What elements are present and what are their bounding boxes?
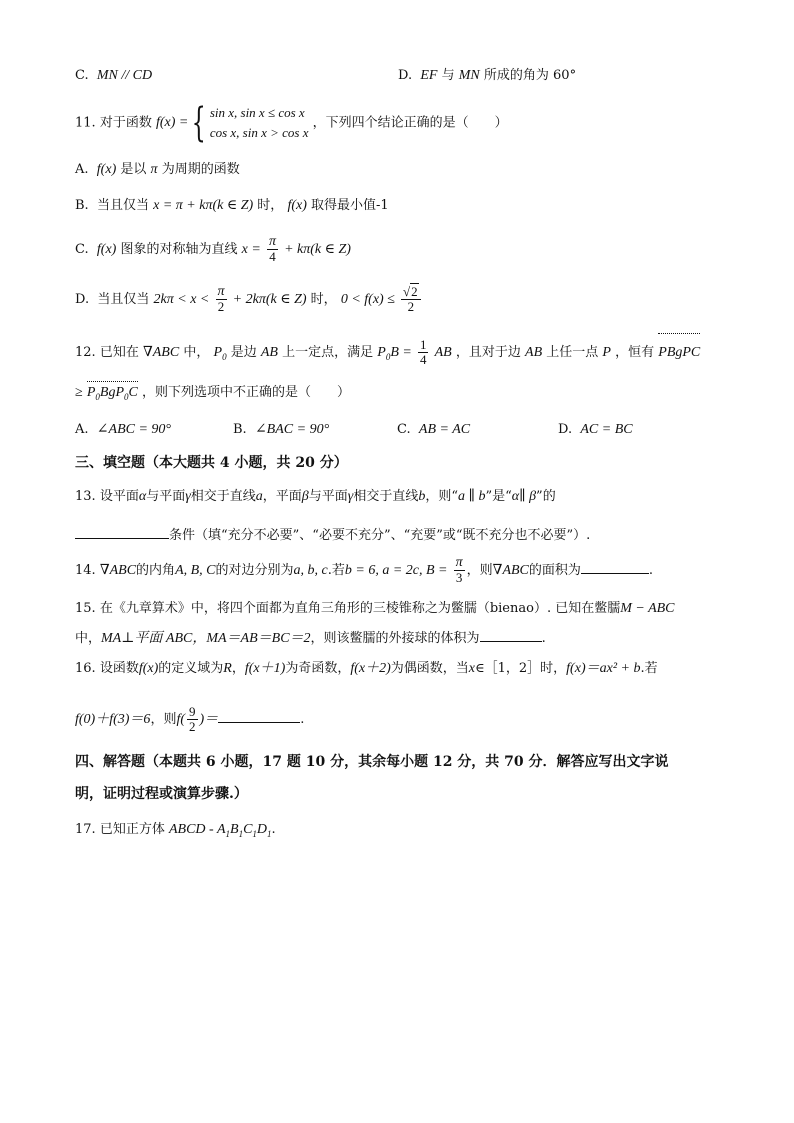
math-ab: AB: [260, 345, 278, 360]
text: 是边: [230, 345, 257, 360]
vec-mid: BgP: [99, 385, 124, 400]
text: 与平面: [308, 489, 348, 504]
q10-option-d: [398, 66, 576, 86]
cube-name: ABCD - A: [168, 822, 226, 837]
math-x: x: [468, 661, 475, 676]
case-1: sin x, sin x ≤ cos x: [209, 105, 305, 120]
question-15-line-2: [75, 627, 546, 649]
math-pi: π: [150, 162, 158, 177]
question-number: 12.: [75, 345, 96, 360]
text: ∈［1，2］时，: [475, 661, 567, 676]
section-4-heading-line-1: 四、解答题（本题共 6 小题，17 题 10 分，其余每小题 12 分，共 70 分．解答应写出文字说: [75, 754, 669, 770]
question-16-line-2: [75, 702, 304, 738]
text: 的面积为: [528, 563, 581, 578]
math-tail: + 2kπ(k ∈ Z): [232, 292, 307, 307]
denominator: 4: [269, 249, 276, 264]
eq-mid: B =: [390, 345, 412, 360]
option-letter: D.: [398, 68, 413, 83]
fraction-pi-over-4: [267, 235, 278, 264]
text: ，则“: [425, 489, 458, 504]
math-ineq-2: 0 < f(x) ≤: [340, 292, 395, 307]
text: 已知正方体: [99, 822, 165, 837]
math-ineq: 2kπ < x <: [153, 292, 210, 307]
math-ef: EF: [420, 68, 438, 83]
text: 图象的对称轴为直线: [120, 242, 238, 257]
option-a-text: ∠ABC = 90°: [96, 422, 172, 437]
text: ，则: [150, 712, 177, 727]
text: 为奇函数，: [285, 661, 351, 676]
option-letter: B.: [75, 198, 89, 213]
fraction-9-over-2: [187, 705, 198, 734]
question-13: [75, 487, 556, 507]
question-15: [75, 599, 675, 619]
q12-options: [75, 420, 171, 440]
math-b: b: [418, 489, 426, 504]
math-triangle: ∇ABC: [492, 563, 529, 578]
text: 相交于直线: [190, 489, 256, 504]
numerator: π: [455, 555, 463, 570]
text: 中，: [75, 631, 102, 646]
p-letter: P: [86, 385, 96, 400]
math-triangle: ∇ABC: [142, 345, 180, 360]
text-and: 与: [441, 68, 455, 83]
left-brace-icon: {: [192, 100, 207, 146]
period: .: [541, 631, 546, 646]
option-letter: D.: [75, 292, 90, 307]
question-number: 11.: [75, 115, 96, 131]
vector-product-2: $P_0BgP_0C$: [87, 383, 138, 407]
period: .: [271, 822, 276, 837]
math-condition: b = 6, a = 2c, B =: [344, 563, 448, 578]
option-letter: D.: [558, 422, 573, 437]
text: 时，: [257, 198, 284, 213]
question-12-line-2: [75, 383, 350, 407]
math-fx1: f(x＋1): [244, 661, 286, 676]
option-letter: C.: [75, 242, 89, 257]
text: ，且对于边: [455, 345, 521, 360]
option-letter: C.: [397, 422, 411, 437]
piecewise-function: [155, 100, 309, 146]
option-b-text: ∠BAC = 90°: [254, 422, 330, 437]
math-tetrahedron: M − ABC: [620, 601, 675, 616]
text: 在《九章算术》中，将四个面都为直角三角形的三棱锥称之为鳖臑（bienao）. 已知在鳖臑: [99, 601, 621, 616]
text: 是以: [120, 162, 147, 177]
text: ，则下列选项中不正确的是（ ）: [141, 385, 350, 400]
fraction-pi-over-2: [216, 285, 227, 314]
question-number: 13.: [75, 489, 96, 504]
text: .若: [640, 661, 658, 676]
math-fx: f(x): [96, 242, 117, 257]
text: ，: [231, 661, 245, 676]
math-eq: x = π + kπ(k ∈ Z): [153, 198, 254, 213]
text: 设函数: [99, 661, 139, 676]
math-p0b: $P_0B$ =: [377, 345, 412, 362]
q10-option-c: [75, 66, 152, 86]
numerator: 9: [189, 704, 196, 719]
answer-blank[interactable]: [218, 708, 300, 723]
math-gamma: γ: [185, 489, 191, 504]
math-fx3: f(x)＝ax² + b: [566, 661, 641, 676]
text: 已知在: [99, 345, 139, 360]
text: ，则该鳖臑的外接球的体积为: [310, 631, 480, 646]
math-alpha: α: [138, 489, 147, 504]
question-17: [75, 820, 276, 844]
numerator: √2: [401, 285, 421, 300]
cases: [210, 103, 309, 143]
question-13-line-2: [75, 524, 590, 546]
denominator: 2: [407, 299, 415, 314]
math-condition: f(0)＋f(3)＝6: [75, 712, 151, 727]
text: ，恒有: [615, 345, 655, 360]
math-a-parallel-b: a ∥ b: [457, 489, 486, 504]
vector-product: PBgPC: [658, 335, 700, 371]
question-16: [75, 659, 658, 679]
math-f-open: f(: [176, 712, 186, 727]
math-condition: MA⊥平面 ABC，MA＝AB＝BC＝2: [101, 631, 311, 646]
q12-option-d: [558, 420, 633, 440]
q11-option-a: [75, 160, 240, 180]
q11-option-b: [75, 196, 389, 216]
text: 设平面: [99, 489, 139, 504]
period: .: [648, 563, 654, 578]
p-letter: P: [213, 345, 223, 360]
math-p0: $P_0$: [213, 345, 227, 362]
numerator: π: [217, 284, 225, 299]
text: 上任一点: [546, 345, 599, 360]
radicand: 2: [411, 284, 418, 299]
denominator: 2: [189, 719, 196, 734]
denominator: 2: [217, 299, 225, 314]
answer-blank[interactable]: [480, 627, 542, 642]
math-angles: A, B, C: [175, 563, 216, 578]
denominator: 3: [455, 570, 463, 585]
math-fx2: f(x＋2): [350, 661, 391, 676]
math-fx: f(x): [138, 661, 159, 676]
text: 的对边分别为: [215, 563, 294, 578]
p-letter: P: [377, 345, 386, 360]
math-a: a: [255, 489, 263, 504]
option-letter: A.: [75, 162, 89, 177]
text: 的定义域为: [158, 661, 224, 676]
fraction-1-over-4: [418, 338, 429, 367]
text: 相交于直线: [353, 489, 419, 504]
text: 时，: [310, 292, 337, 307]
question-14: [75, 553, 653, 589]
answer-blank[interactable]: [581, 559, 649, 574]
math-x-eq: x =: [241, 242, 261, 257]
question-number: 16.: [75, 661, 96, 676]
text: 取得最小值-1: [311, 198, 389, 213]
option-d-text: AC = BC: [580, 422, 633, 437]
question-number: 14.: [75, 563, 96, 578]
math-fx: f(x): [287, 198, 307, 213]
question-number: 17.: [75, 822, 96, 837]
q11-option-d: [75, 280, 423, 320]
math-fx: f(x): [96, 162, 117, 177]
numerator: π: [268, 234, 276, 249]
math-mn: MN: [458, 68, 480, 83]
q11-option-c: [75, 232, 351, 268]
vec-end: C: [128, 385, 138, 400]
fraction-sqrt2-over-2: [401, 285, 421, 314]
math-ab: AB: [525, 345, 543, 360]
math-gamma: γ: [347, 489, 354, 504]
text: 条件（填“充分不必要”、“必要不充分”、“充要”或“既不充分也不必要”）.: [169, 528, 591, 543]
q12-option-c: [397, 420, 470, 440]
question-12: [75, 335, 700, 375]
option-d-tail: 所成的角为 60°: [483, 68, 577, 83]
section-3-heading: 三、填空题（本大题共 4 小题，共 20 分）: [75, 455, 348, 471]
text: 为偶函数，当: [390, 661, 469, 676]
text: 当且仅当: [97, 292, 150, 307]
text: 当且仅当: [96, 198, 149, 213]
text: ”的: [536, 489, 556, 504]
text: ，平面: [262, 489, 302, 504]
math-alpha-parallel-beta: α∥ β: [511, 489, 537, 504]
denominator: 4: [419, 352, 427, 367]
numerator: 1: [419, 337, 427, 352]
text: 中，: [183, 345, 210, 360]
q12-option-b: [233, 420, 329, 440]
text: ，则: [466, 563, 493, 578]
option-letter: A.: [75, 422, 89, 437]
math-r: R: [223, 661, 232, 676]
case-2: cos x, sin x > cos x: [209, 125, 309, 140]
stem-text: 对于函数: [99, 115, 152, 131]
text: .若: [327, 563, 345, 578]
answer-blank[interactable]: [75, 524, 169, 539]
question-11: [75, 100, 508, 146]
text: 的内角: [136, 563, 176, 578]
text: 上一定点，满足: [282, 345, 374, 360]
text: 为周期的函数: [161, 162, 240, 177]
fraction-pi-over-3: [454, 556, 465, 585]
text: ”是“: [485, 489, 512, 504]
geq-sign: ≥: [75, 385, 83, 400]
option-c-text: MN // CD: [96, 68, 153, 83]
math-p: P: [602, 345, 611, 360]
math-beta: β: [301, 489, 309, 504]
math-cube: ABCD - $A_1B_1C_1D_1$: [168, 822, 272, 839]
math-sides: a, b, c: [293, 563, 328, 578]
math-triangle: ∇ABC: [99, 563, 137, 578]
math-tail: + kπ(k ∈ Z): [284, 242, 351, 257]
option-c-text: AB = AC: [418, 422, 471, 437]
option-letter: B.: [233, 422, 247, 437]
stem-text-tail: ，下列四个结论正确的是（ ）: [312, 115, 508, 131]
question-number: 15.: [75, 601, 96, 616]
func-name: f(x) =: [155, 115, 189, 130]
text: 与平面: [146, 489, 186, 504]
math-ab: AB: [434, 345, 452, 360]
period: .: [300, 712, 305, 727]
math-f-close: )＝: [199, 712, 219, 727]
section-4-heading-line-2: 明，证明过程或演算步骤.）: [75, 786, 248, 802]
option-letter: C.: [75, 68, 89, 83]
